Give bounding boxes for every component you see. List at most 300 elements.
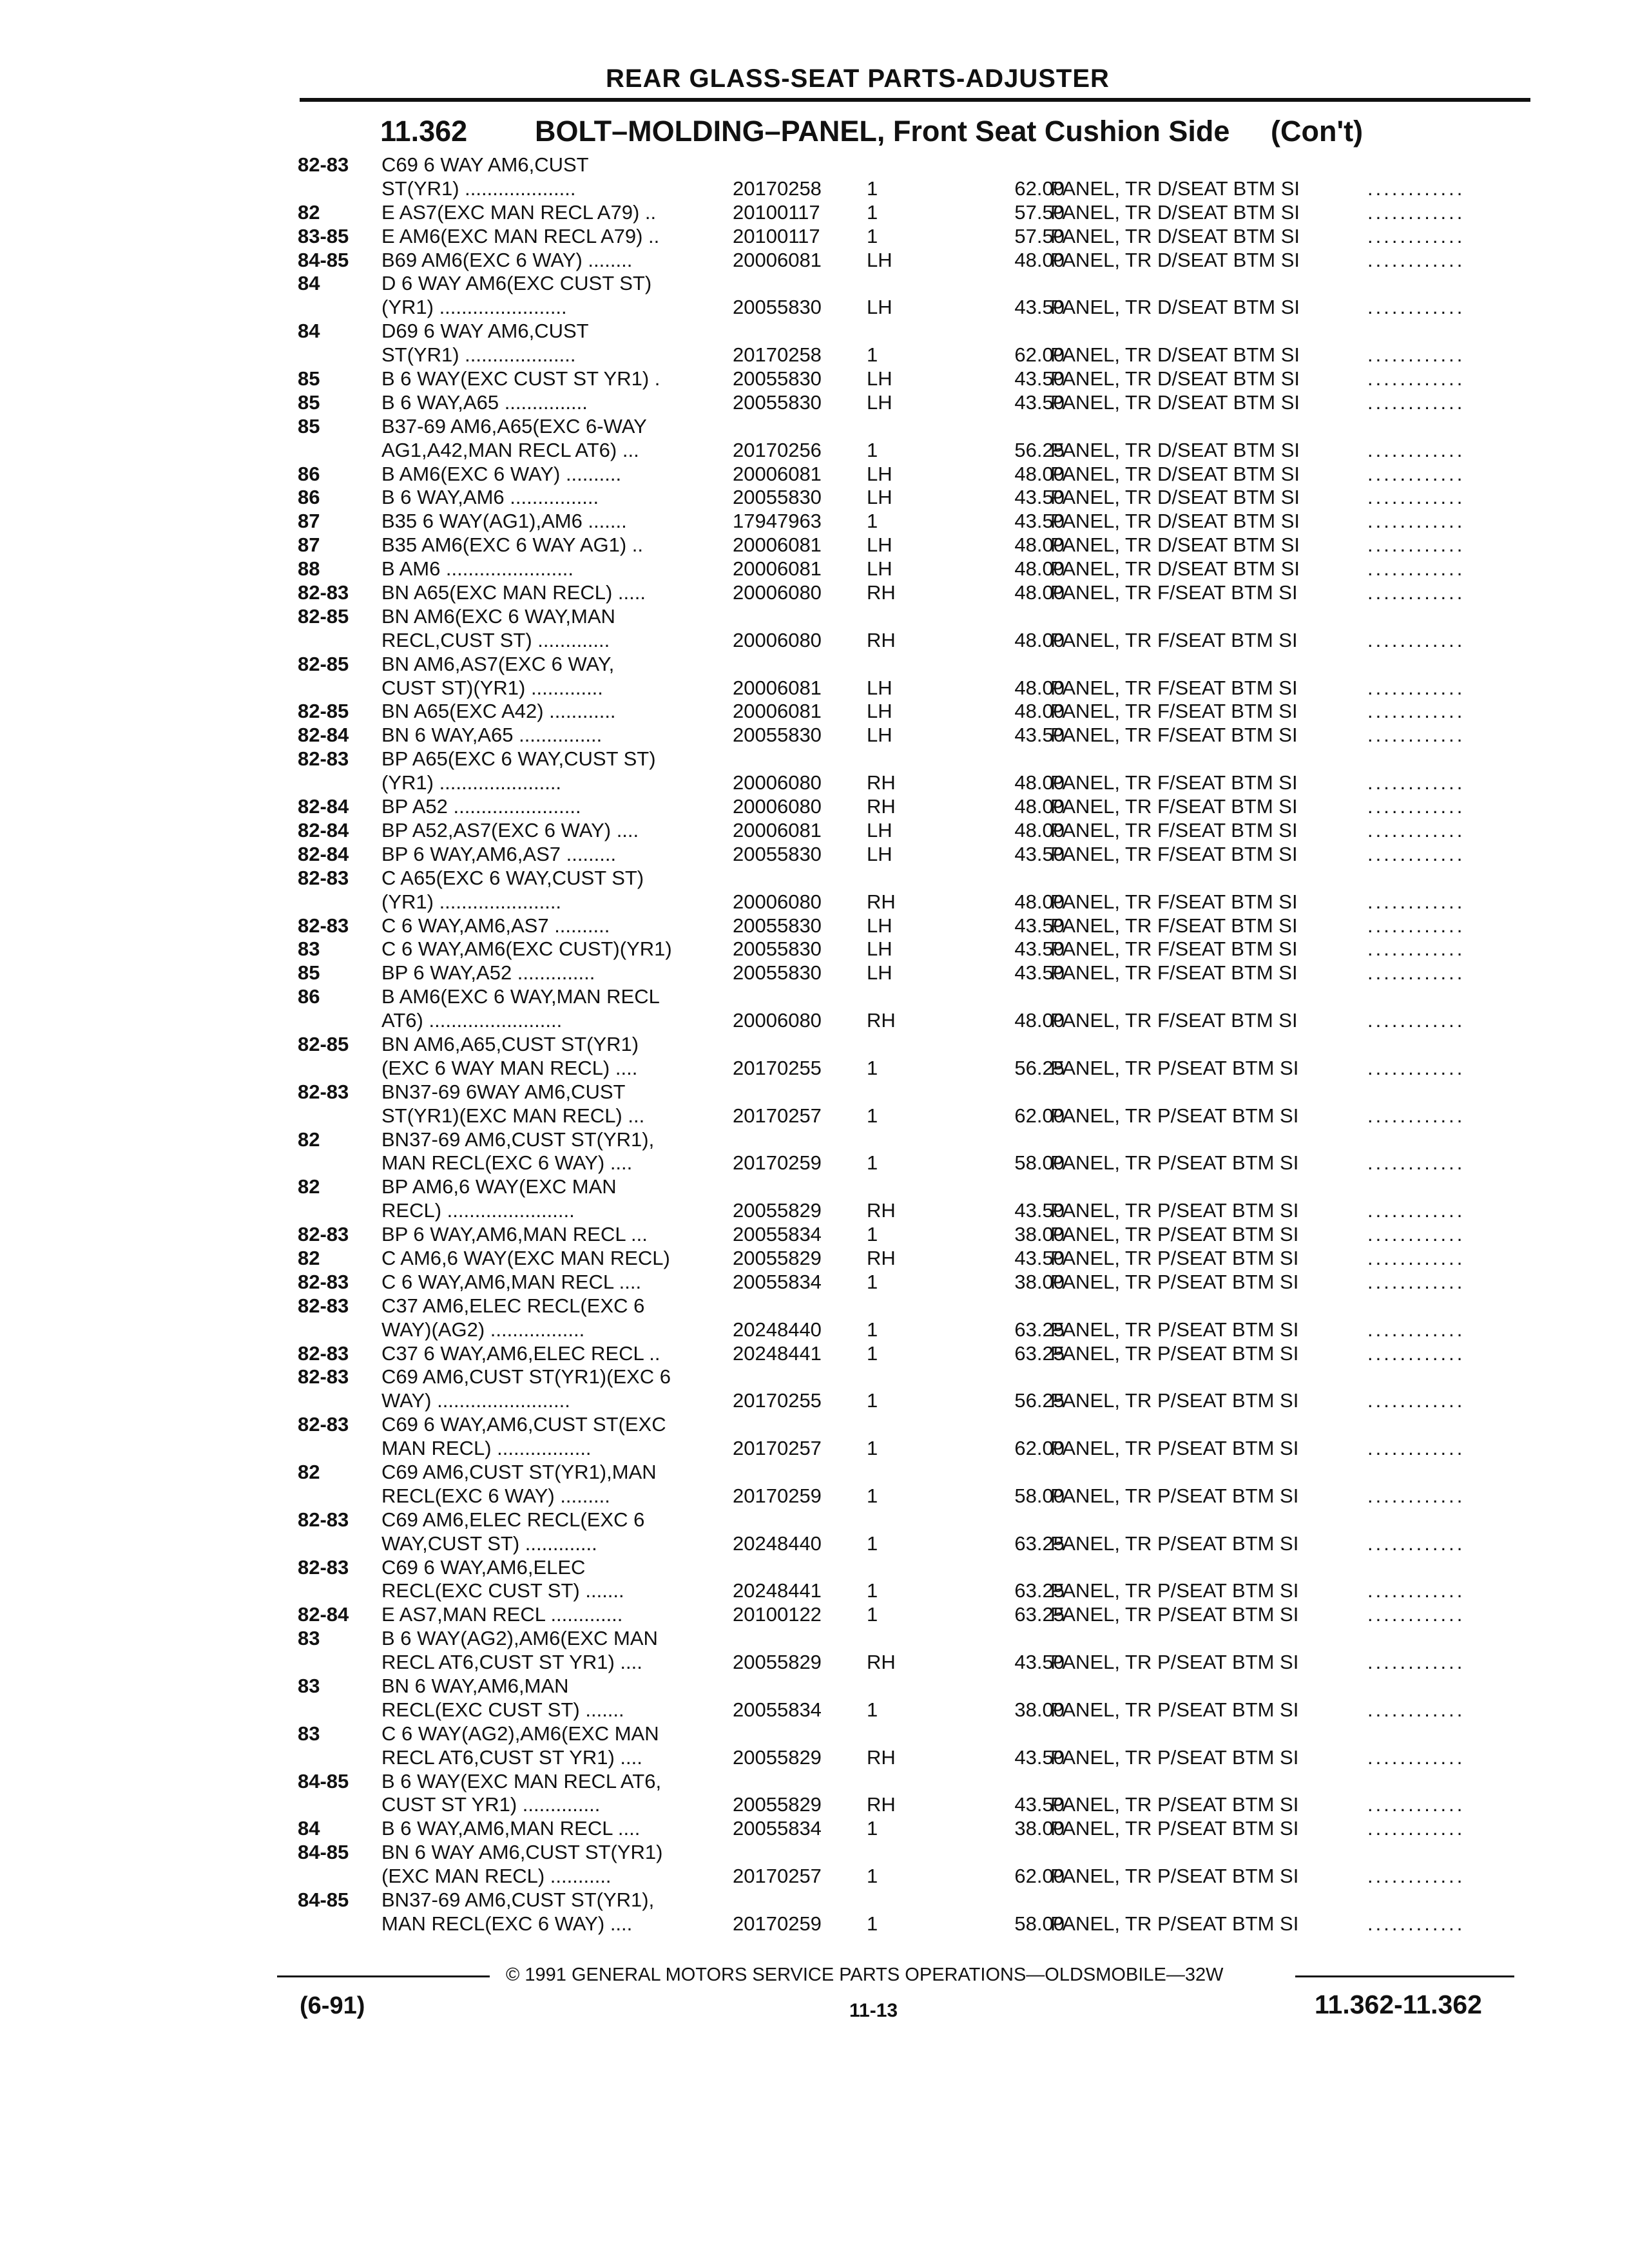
description-cell: CUST ST)(YR1) .............: [381, 676, 603, 699]
part-name-cell: PANEL, TR F/SEAT BTM SI: [1050, 1009, 1298, 1032]
leader-dots: ............: [1367, 937, 1465, 961]
table-row: [298, 1009, 1535, 1033]
part-number-cell: 20055829: [733, 1199, 822, 1222]
part-number-cell: 20055830: [733, 961, 822, 985]
leader-dots: ............: [1367, 961, 1465, 985]
price-cell: 48.00: [1014, 628, 1065, 651]
part-name-cell: PANEL, TR D/SEAT BTM SI: [1050, 486, 1300, 509]
part-number-cell: 20248440: [733, 1532, 822, 1555]
description-cell: B AM6(EXC 6 WAY,MAN RECL: [381, 985, 660, 1008]
price-cell: 58.00: [1014, 1912, 1065, 1935]
part-number-cell: 20006081: [733, 557, 822, 581]
description-cell: E AM6(EXC MAN RECL A79) ..: [381, 224, 660, 247]
leader-dots: ............: [1367, 1532, 1465, 1555]
year-cell: 82-83: [298, 1508, 349, 1531]
description-cell: C37 AM6,ELEC RECL(EXC 6: [381, 1294, 645, 1317]
leader-dots: ............: [1367, 1270, 1465, 1293]
description-cell: BN37-69 6WAY AM6,CUST: [381, 1080, 626, 1103]
part-name-cell: PANEL, TR F/SEAT BTM SI: [1050, 937, 1298, 961]
description-cell: B35 AM6(EXC 6 WAY AG1) ..: [381, 533, 644, 557]
description-cell: BN AM6(EXC 6 WAY,MAN: [381, 604, 615, 628]
part-number-cell: 20006081: [733, 533, 822, 557]
part-number-cell: 20100117: [733, 200, 820, 224]
table-row: [298, 249, 1535, 273]
year-cell: 82-83: [298, 747, 349, 771]
quantity-cell: RH: [867, 771, 896, 794]
part-name-cell: PANEL, TR P/SEAT BTM SI: [1050, 1223, 1299, 1246]
leader-dots: ............: [1367, 486, 1465, 509]
part-name-cell: PANEL, TR D/SEAT BTM SI: [1050, 390, 1300, 414]
table-row: [298, 1081, 1535, 1104]
leader-dots: ............: [1367, 557, 1465, 581]
year-cell: 82-83: [298, 1341, 349, 1365]
description-cell: E AS7,MAN RECL .............: [381, 1603, 623, 1626]
footer-section-range: 11.362-11.362: [1315, 1990, 1482, 2019]
price-cell: 48.00: [1014, 581, 1065, 604]
year-cell: 82-85: [298, 652, 349, 675]
price-cell: 38.00: [1014, 1223, 1065, 1246]
quantity-cell: 1: [867, 1104, 878, 1127]
quantity-cell: LH: [867, 842, 892, 865]
footer-rule-right: [1295, 1975, 1514, 1977]
footer-rule-left: [277, 1975, 490, 1977]
table-row: [298, 961, 1535, 985]
price-cell: 57.50: [1014, 224, 1065, 247]
leader-dots: ............: [1367, 1389, 1465, 1412]
part-name-cell: PANEL, TR P/SEAT BTM SI: [1050, 1745, 1299, 1769]
table-row: [298, 1271, 1535, 1294]
quantity-cell: 1: [867, 510, 878, 533]
description-cell: ST(YR1) ....................: [381, 343, 576, 367]
table-row: [298, 296, 1535, 320]
leader-dots: ............: [1367, 1745, 1465, 1769]
part-number-cell: 20170255: [733, 1389, 822, 1412]
leader-dots: ............: [1367, 1246, 1465, 1269]
part-name-cell: PANEL, TR P/SEAT BTM SI: [1050, 1437, 1299, 1460]
price-cell: 43.50: [1014, 1651, 1065, 1674]
part-name-cell: PANEL, TR P/SEAT BTM SI: [1050, 1056, 1299, 1079]
part-number-cell: 20055830: [733, 937, 822, 961]
description-cell: B 6 WAY,AM6,MAN RECL ....: [381, 1817, 641, 1840]
price-cell: 43.50: [1014, 961, 1065, 985]
description-cell: RECL) .......................: [381, 1199, 575, 1222]
description-cell: ST(YR1) ....................: [381, 177, 576, 200]
leader-dots: ............: [1367, 1009, 1465, 1032]
year-cell: 85: [298, 390, 320, 414]
year-cell: 82-83: [298, 1080, 349, 1103]
part-number-cell: 20055830: [733, 724, 822, 747]
year-cell: 82-83: [298, 1294, 349, 1317]
part-number-cell: 20006081: [733, 248, 822, 271]
leader-dots: ............: [1367, 177, 1465, 200]
quantity-cell: RH: [867, 1745, 896, 1769]
year-cell: 84: [298, 272, 320, 295]
price-cell: 43.50: [1014, 1793, 1065, 1816]
part-name-cell: PANEL, TR D/SEAT BTM SI: [1050, 510, 1300, 533]
leader-dots: ............: [1367, 842, 1465, 865]
price-cell: 63.25: [1014, 1603, 1065, 1626]
part-number-cell: 20100122: [733, 1603, 822, 1626]
leader-dots: ............: [1367, 676, 1465, 699]
description-cell: BN AM6,A65,CUST ST(YR1): [381, 1032, 639, 1055]
description-cell: C37 6 WAY,AM6,ELEC RECL ..: [381, 1341, 660, 1365]
table-row: [298, 367, 1535, 391]
quantity-cell: 1: [867, 1865, 878, 1888]
price-cell: 56.25: [1014, 1056, 1065, 1079]
quantity-cell: RH: [867, 890, 896, 913]
year-cell: 83: [298, 1722, 320, 1745]
part-name-cell: PANEL, TR P/SEAT BTM SI: [1050, 1246, 1299, 1269]
footer-copyright: © 1991 GENERAL MOTORS SERVICE PARTS OPERATIONS—OLDSMOBILE—32W: [506, 1965, 1224, 1985]
table-row: [298, 819, 1535, 843]
description-cell: BN37-69 AM6,CUST ST(YR1),: [381, 1128, 655, 1151]
description-cell: BP 6 WAY,A52 ..............: [381, 961, 595, 985]
quantity-cell: 1: [867, 1484, 878, 1507]
quantity-cell: 1: [867, 1151, 878, 1175]
table-row: [298, 1698, 1535, 1722]
table-row: [298, 225, 1535, 249]
leader-dots: ............: [1367, 890, 1465, 913]
part-name-cell: PANEL, TR F/SEAT BTM SI: [1050, 842, 1298, 865]
table-row: [298, 771, 1535, 795]
year-cell: 82-83: [298, 1270, 349, 1293]
description-cell: BN A65(EXC MAN RECL) .....: [381, 581, 646, 604]
year-cell: 86: [298, 462, 320, 485]
year-cell: 82-84: [298, 724, 349, 747]
leader-dots: ............: [1367, 1437, 1465, 1460]
year-cell: 87: [298, 533, 320, 557]
description-cell: AG1,A42,MAN RECL AT6) ...: [381, 438, 639, 461]
description-cell: C69 6 WAY AM6,CUST: [381, 153, 589, 176]
year-cell: 85: [298, 367, 320, 390]
leader-dots: ............: [1367, 296, 1465, 319]
quantity-cell: 1: [867, 224, 878, 247]
year-cell: 83: [298, 937, 320, 961]
price-cell: 48.00: [1014, 700, 1065, 723]
leader-dots: ............: [1367, 1318, 1465, 1341]
part-name-cell: PANEL, TR F/SEAT BTM SI: [1050, 914, 1298, 937]
part-name-cell: PANEL, TR P/SEAT BTM SI: [1050, 1341, 1299, 1365]
description-cell: BP A52 .......................: [381, 795, 581, 818]
part-name-cell: PANEL, TR P/SEAT BTM SI: [1050, 1532, 1299, 1555]
part-number-cell: 20170256: [733, 438, 822, 461]
description-cell: BN 6 WAY,A65 ...............: [381, 724, 602, 747]
part-number-cell: 20055830: [733, 296, 822, 319]
parts-list: [298, 153, 1535, 1936]
part-name-cell: PANEL, TR D/SEAT BTM SI: [1050, 224, 1300, 247]
description-cell: RECL(EXC CUST ST) .......: [381, 1579, 624, 1602]
part-number-cell: 20170258: [733, 177, 822, 200]
quantity-cell: 1: [867, 1698, 878, 1721]
leader-dots: ............: [1367, 1817, 1465, 1840]
part-name-cell: PANEL, TR D/SEAT BTM SI: [1050, 296, 1300, 319]
year-cell: 86: [298, 486, 320, 509]
year-cell: 82-85: [298, 700, 349, 723]
table-row: [298, 795, 1535, 819]
price-cell: 38.00: [1014, 1698, 1065, 1721]
part-number-cell: 17947963: [733, 510, 822, 533]
table-row: [298, 343, 1535, 367]
part-number-cell: 20248441: [733, 1341, 822, 1365]
leader-dots: ............: [1367, 1579, 1465, 1602]
leader-dots: ............: [1367, 795, 1465, 818]
table-row: [298, 1746, 1535, 1770]
quantity-cell: RH: [867, 1793, 896, 1816]
part-number-cell: 20170259: [733, 1484, 822, 1507]
leader-dots: ............: [1367, 1056, 1465, 1079]
leader-dots: ............: [1367, 1484, 1465, 1507]
year-cell: 82-85: [298, 1032, 349, 1055]
year-cell: 83: [298, 1627, 320, 1650]
description-cell: (YR1) ......................: [381, 890, 562, 913]
part-name-cell: PANEL, TR F/SEAT BTM SI: [1050, 795, 1298, 818]
table-row: [298, 677, 1535, 700]
description-cell: (YR1) .......................: [381, 296, 567, 319]
table-row: [298, 1247, 1535, 1271]
description-cell: MAN RECL(EXC 6 WAY) ....: [381, 1912, 633, 1935]
leader-dots: ............: [1367, 224, 1465, 247]
part-number-cell: 20055829: [733, 1793, 822, 1816]
part-number-cell: 20006080: [733, 795, 822, 818]
description-cell: D 6 WAY AM6(EXC CUST ST): [381, 272, 652, 295]
price-cell: 62.00: [1014, 177, 1065, 200]
part-number-cell: 20055829: [733, 1745, 822, 1769]
description-cell: C 6 WAY(AG2),AM6(EXC MAN: [381, 1722, 659, 1745]
part-number-cell: 20006081: [733, 462, 822, 485]
description-cell: BP 6 WAY,AM6,MAN RECL ...: [381, 1223, 648, 1246]
leader-dots: ............: [1367, 462, 1465, 485]
table-row: [298, 1104, 1535, 1128]
table-row: [298, 1461, 1535, 1485]
price-cell: 48.00: [1014, 771, 1065, 794]
year-cell: 82-83: [298, 153, 349, 176]
quantity-cell: 1: [867, 1912, 878, 1935]
part-number-cell: 20055834: [733, 1817, 822, 1840]
table-row: [298, 1722, 1535, 1746]
part-name-cell: PANEL, TR P/SEAT BTM SI: [1050, 1651, 1299, 1674]
price-cell: 43.50: [1014, 510, 1065, 533]
description-cell: MAN RECL) .................: [381, 1437, 592, 1460]
quantity-cell: LH: [867, 914, 892, 937]
quantity-cell: RH: [867, 1651, 896, 1674]
table-row: [298, 1627, 1535, 1651]
price-cell: 43.50: [1014, 1246, 1065, 1269]
part-name-cell: PANEL, TR P/SEAT BTM SI: [1050, 1817, 1299, 1840]
description-cell: WAY,CUST ST) .............: [381, 1532, 597, 1555]
description-cell: ST(YR1)(EXC MAN RECL) ...: [381, 1104, 645, 1127]
part-name-cell: PANEL, TR D/SEAT BTM SI: [1050, 200, 1300, 224]
year-cell: 82-83: [298, 581, 349, 604]
part-name-cell: PANEL, TR D/SEAT BTM SI: [1050, 367, 1300, 390]
part-number-cell: 20006081: [733, 676, 822, 699]
price-cell: 43.50: [1014, 842, 1065, 865]
quantity-cell: LH: [867, 533, 892, 557]
part-number-cell: 20055830: [733, 914, 822, 937]
description-cell: BN 6 WAY AM6,CUST ST(YR1): [381, 1841, 663, 1864]
leader-dots: ............: [1367, 200, 1465, 224]
part-number-cell: 20006080: [733, 771, 822, 794]
part-name-cell: PANEL, TR P/SEAT BTM SI: [1050, 1270, 1299, 1293]
part-name-cell: PANEL, TR F/SEAT BTM SI: [1050, 581, 1298, 604]
table-row: [298, 1342, 1535, 1366]
description-cell: BN AM6,AS7(EXC 6 WAY,: [381, 652, 615, 675]
table-row: [298, 1651, 1535, 1675]
table-row: [298, 1912, 1535, 1936]
table-row: [298, 439, 1535, 463]
header-rule: [300, 98, 1530, 102]
table-row: [298, 1793, 1535, 1817]
year-cell: 85: [298, 961, 320, 985]
quantity-cell: 1: [867, 438, 878, 461]
leader-dots: ............: [1367, 818, 1465, 841]
table-row: [298, 985, 1535, 1009]
year-cell: 82-83: [298, 866, 349, 889]
quantity-cell: RH: [867, 1199, 896, 1222]
description-cell: B AM6 .......................: [381, 557, 574, 581]
price-cell: 48.00: [1014, 533, 1065, 557]
year-cell: 84-85: [298, 1769, 349, 1792]
part-number-cell: 20170259: [733, 1151, 822, 1175]
part-name-cell: PANEL, TR F/SEAT BTM SI: [1050, 818, 1298, 841]
part-number-cell: 20006081: [733, 700, 822, 723]
table-row: [298, 1413, 1535, 1437]
part-name-cell: PANEL, TR P/SEAT BTM SI: [1050, 1151, 1299, 1175]
price-cell: 48.00: [1014, 818, 1065, 841]
quantity-cell: LH: [867, 724, 892, 747]
price-cell: 43.50: [1014, 724, 1065, 747]
description-cell: BP AM6,6 WAY(EXC MAN: [381, 1175, 617, 1198]
quantity-cell: 1: [867, 1532, 878, 1555]
table-row: [298, 1485, 1535, 1508]
year-cell: 82: [298, 1460, 320, 1483]
year-cell: 82-83: [298, 1555, 349, 1579]
year-cell: 83: [298, 1675, 320, 1697]
quantity-cell: LH: [867, 390, 892, 414]
year-cell: 82-84: [298, 795, 349, 818]
description-cell: BP A52,AS7(EXC 6 WAY) ....: [381, 818, 639, 841]
table-row: [298, 320, 1535, 343]
table-row: [298, 1128, 1535, 1152]
table-row: [298, 581, 1535, 605]
quantity-cell: LH: [867, 961, 892, 985]
price-cell: 62.00: [1014, 343, 1065, 367]
price-cell: 38.00: [1014, 1817, 1065, 1840]
description-cell: C69 6 WAY,AM6,CUST ST(EXC: [381, 1413, 666, 1436]
year-cell: 82: [298, 1175, 320, 1198]
part-name-cell: PANEL, TR F/SEAT BTM SI: [1050, 628, 1298, 651]
price-cell: 58.00: [1014, 1484, 1065, 1507]
year-cell: 84-85: [298, 1888, 349, 1912]
price-cell: 63.25: [1014, 1341, 1065, 1365]
table-row: [298, 1033, 1535, 1057]
price-cell: 48.00: [1014, 462, 1065, 485]
price-cell: 48.00: [1014, 890, 1065, 913]
part-number-cell: 20006081: [733, 818, 822, 841]
table-row: [298, 1532, 1535, 1556]
description-cell: C69 6 WAY,AM6,ELEC: [381, 1555, 586, 1579]
quantity-cell: LH: [867, 557, 892, 581]
part-name-cell: PANEL, TR D/SEAT BTM SI: [1050, 557, 1300, 581]
page-header-title: REAR GLASS-SEAT PARTS-ADJUSTER: [606, 64, 1110, 93]
table-row: [298, 415, 1535, 439]
quantity-cell: 1: [867, 1270, 878, 1293]
description-cell: CUST ST YR1) ..............: [381, 1793, 601, 1816]
leader-dots: ............: [1367, 1199, 1465, 1222]
part-number-cell: 20170257: [733, 1437, 822, 1460]
part-name-cell: PANEL, TR P/SEAT BTM SI: [1050, 1579, 1299, 1602]
part-number-cell: 20170257: [733, 1104, 822, 1127]
description-cell: BP 6 WAY,AM6,AS7 .........: [381, 842, 617, 865]
quantity-cell: 1: [867, 1437, 878, 1460]
year-cell: 82-84: [298, 818, 349, 841]
part-number-cell: 20006080: [733, 1009, 822, 1032]
part-name-cell: PANEL, TR D/SEAT BTM SI: [1050, 438, 1300, 461]
description-cell: C 6 WAY,AM6(EXC CUST)(YR1): [381, 937, 672, 961]
price-cell: 48.00: [1014, 248, 1065, 271]
price-cell: 48.00: [1014, 557, 1065, 581]
price-cell: 48.00: [1014, 676, 1065, 699]
description-cell: E AS7(EXC MAN RECL A79) ..: [381, 200, 657, 224]
leader-dots: ............: [1367, 343, 1465, 367]
part-number-cell: 20100117: [733, 224, 820, 247]
description-cell: C69 AM6,ELEC RECL(EXC 6: [381, 1508, 645, 1531]
leader-dots: ............: [1367, 533, 1465, 557]
description-cell: C AM6,6 WAY(EXC MAN RECL): [381, 1246, 670, 1269]
leader-dots: ............: [1367, 914, 1465, 937]
price-cell: 62.00: [1014, 1865, 1065, 1888]
year-cell: 82: [298, 1246, 320, 1269]
year-cell: 82-83: [298, 1365, 349, 1389]
quantity-cell: 1: [867, 1223, 878, 1246]
table-row: [298, 272, 1535, 296]
description-cell: D69 6 WAY AM6,CUST: [381, 320, 589, 343]
table-row: [298, 1508, 1535, 1532]
quantity-cell: 1: [867, 200, 878, 224]
quantity-cell: LH: [867, 486, 892, 509]
table-row: [298, 557, 1535, 581]
section-title: BOLT–MOLDING–PANEL, Front Seat Cushion Side: [535, 115, 1230, 148]
part-name-cell: PANEL, TR D/SEAT BTM SI: [1050, 177, 1300, 200]
quantity-cell: 1: [867, 177, 878, 200]
description-cell: RECL(EXC CUST ST) .......: [381, 1698, 624, 1721]
year-cell: 82-83: [298, 1223, 349, 1246]
price-cell: 62.00: [1014, 1437, 1065, 1460]
description-cell: WAY) ........................: [381, 1389, 570, 1412]
description-cell: BP A65(EXC 6 WAY,CUST ST): [381, 747, 656, 771]
description-cell: B AM6(EXC 6 WAY) ..........: [381, 462, 622, 485]
quantity-cell: RH: [867, 1246, 896, 1269]
description-cell: RECL AT6,CUST ST YR1) ....: [381, 1651, 642, 1674]
year-cell: 84-85: [298, 248, 349, 271]
table-row: [298, 1675, 1535, 1698]
description-cell: B 6 WAY,A65 ...............: [381, 390, 588, 414]
part-name-cell: PANEL, TR F/SEAT BTM SI: [1050, 676, 1298, 699]
year-cell: 83-85: [298, 224, 349, 247]
table-row: [298, 1365, 1535, 1389]
part-name-cell: PANEL, TR P/SEAT BTM SI: [1050, 1389, 1299, 1412]
table-row: [298, 1318, 1535, 1342]
section-continued: (Con't): [1271, 115, 1364, 148]
leader-dots: ............: [1367, 1603, 1465, 1626]
table-row: [298, 605, 1535, 629]
description-cell: B 6 WAY,AM6 ................: [381, 486, 599, 509]
table-row: [298, 533, 1535, 557]
description-cell: B 6 WAY(AG2),AM6(EXC MAN: [381, 1627, 658, 1650]
part-number-cell: 20055834: [733, 1270, 822, 1293]
part-name-cell: PANEL, TR P/SEAT BTM SI: [1050, 1199, 1299, 1222]
year-cell: 86: [298, 985, 320, 1008]
table-row: [298, 700, 1535, 724]
